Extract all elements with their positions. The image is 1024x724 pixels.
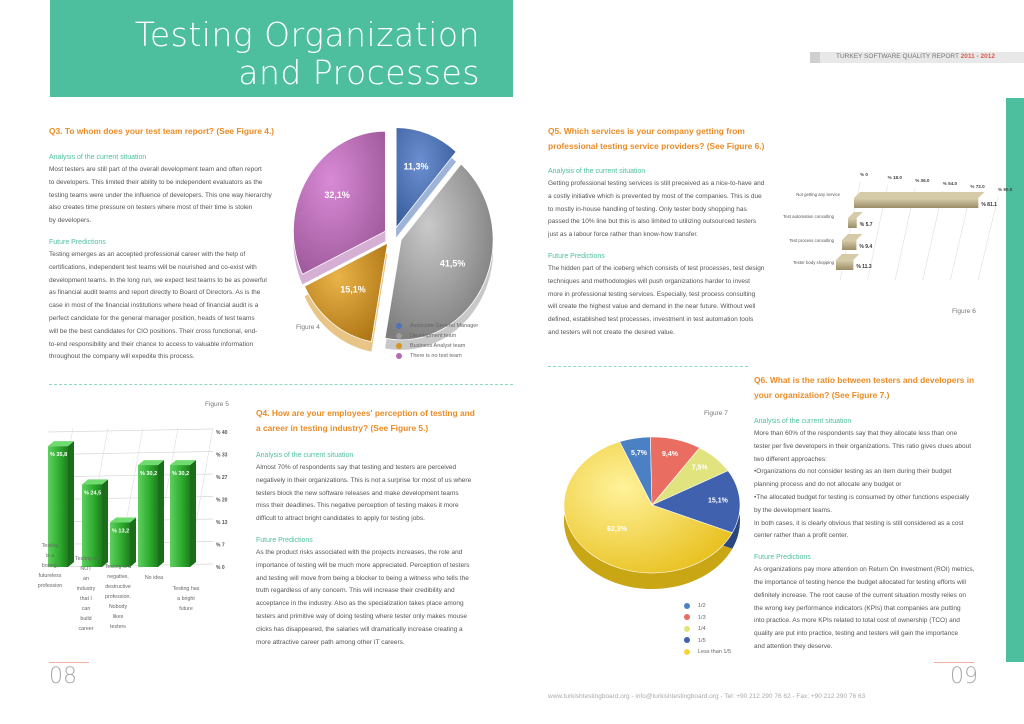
q3-question: Q3. To whom does your test team report? (See Figure 4.)	[49, 126, 275, 136]
figure-5-ytick: % 27	[216, 475, 228, 481]
q6-analysis-line: planning process and do not allocate any budget or	[754, 481, 902, 489]
figure-7-legend-item	[684, 647, 731, 659]
figure-7-legend-item	[684, 613, 731, 625]
figure-5-bar-side	[102, 479, 108, 567]
figure-5-ytick: % 0	[216, 565, 225, 571]
report-label: TURKEY SOFTWARE QUALITY REPORT 2011 - 2012	[836, 53, 995, 60]
figure-5-category-label: an	[83, 576, 89, 582]
figure-6-bar	[836, 260, 853, 270]
q6-analysis-line: by the development teams.	[754, 506, 833, 514]
figure-5-category-label: industry	[76, 586, 96, 592]
figure-5-category-label: profession.	[105, 594, 131, 600]
q6-future-line: and attention they deserve.	[754, 642, 833, 650]
divider-right	[548, 366, 748, 367]
legend-label: Less than 1/5	[698, 649, 732, 655]
figure-5-ytick: % 33	[216, 452, 228, 459]
legend-swatch	[684, 649, 690, 655]
q4-analysis-body	[256, 462, 478, 526]
figure-7-legend-item	[684, 624, 731, 636]
figure-4-legend-item	[396, 321, 478, 331]
q5-question: Q5. Which services is your company getting from professional testing service providers? (See Figure 6.)	[548, 126, 765, 151]
figure-5-ytick: % 7	[216, 542, 225, 549]
q3-future-line: development teams. In the long run, we expect test teams to be as powerful	[49, 276, 267, 284]
q6-text-block	[754, 416, 979, 654]
figure-5-ytick: % 13	[216, 520, 228, 526]
q4-question: Q4. How are your employees' perception of testing and a career in testing industry? (See Figure 5.)	[256, 408, 475, 433]
figure-5-category-label: likes	[112, 614, 124, 620]
q6-future-line: definitely increase. The root cause of the current situation mostly relies on	[754, 591, 966, 599]
figure-5-bar	[138, 465, 158, 567]
footer-contact: www.turkishtestingboard.org - info@turkishtestingboard.org - Tel: +90 212 290 76 62 - Fax: +90 212 290 76 63	[548, 693, 866, 700]
figure-5-value-label: % 35,8	[50, 452, 68, 459]
figure-7-legend	[684, 601, 731, 659]
q6-analysis-body	[754, 428, 979, 543]
q3-analysis-line: Most testers are still part of the overall development team and often report	[49, 166, 262, 173]
report-years: 2011 - 2012	[960, 53, 995, 60]
q4-analysis-line: Almost 70% of respondents say that testing and testers are perceived	[256, 464, 457, 471]
legend-swatch	[396, 333, 402, 339]
legend-swatch	[684, 614, 690, 620]
figure-4-value-label: 41,5%	[439, 258, 466, 269]
legend-label: 1/3	[698, 614, 706, 621]
figure-6-value-label: % 5.7	[859, 222, 873, 228]
figure-5-bar-side	[158, 460, 164, 567]
q6-future-line: quality are put into practice, testing and testers will gain the importance	[754, 630, 959, 638]
page-number-right: 09	[950, 664, 978, 689]
figure-7-chart	[552, 425, 747, 600]
q6-future-line: As organizations pay more attention on Return On Investment (ROI) metrics,	[754, 566, 975, 574]
q5-future-line: more in professional testing services. Especially, test process consulting	[548, 290, 756, 298]
legend-swatch	[396, 323, 402, 329]
q6-question: Q6. What is the ratio between testers and developers in your organization? (See Figure 7.)	[754, 375, 975, 400]
legend-swatch	[396, 343, 402, 349]
q3-analysis-title: Analysis of the current situation	[49, 154, 147, 161]
q3-future-line: as financial audit teams and report directly to Board of Directors. As is the	[49, 289, 261, 297]
q6-analysis-line: center rather than a profit center.	[754, 532, 849, 540]
figure-6-bar	[854, 198, 978, 208]
figure-4-legend-item	[396, 351, 478, 361]
figure-5-bar	[82, 484, 102, 567]
legend-label: 1/5	[698, 637, 706, 644]
figure-6-bar-top	[836, 254, 859, 260]
legend-swatch	[684, 637, 690, 643]
figure-6-xtick: % 0	[860, 172, 868, 177]
figure-5-category-label: Testing is	[74, 556, 98, 562]
q5-analysis-line: a costly initiative which is prevented by most of the companies. This is due	[548, 192, 762, 200]
q3-analysis-line: also creates time pressure on testers where most of their time is stolen	[49, 204, 253, 212]
figure-5-category-label: Testing	[41, 543, 59, 549]
q4-future-line: As the product risks associated with the projects increases, the role and	[256, 548, 463, 556]
figure-5-category-label: Nobody	[108, 604, 128, 610]
q6-analysis-line: •The allocated budget for testing is consumed by other functions especially	[754, 493, 970, 501]
q6-analysis-title: Analysis of the current situation	[754, 418, 852, 425]
figure-5-category-label: profession	[37, 583, 63, 589]
figure-6-bar-top	[848, 212, 863, 218]
figure-6-category-label: Test automation consulting	[783, 214, 834, 219]
q3-future-title: Future Predictions	[49, 238, 106, 246]
figure-6-bar-top	[854, 192, 984, 198]
figure-6-value-label: % 81.1	[981, 202, 997, 208]
q3-future-line: will be the best candidates for CIO positions. Their cross functional, end-	[49, 327, 258, 335]
legend-label: Development team	[410, 333, 457, 339]
q5-analysis-body	[548, 178, 773, 242]
figure-6-xtick: % 54.0	[942, 181, 958, 186]
q4-future-line: and testing will move from being a blocker to being a witness who tells the	[256, 574, 469, 582]
figure-5-category-label: futureless	[38, 573, 62, 579]
q3-future-line: case in most of the financial institutions where head of financial audit is a	[49, 302, 259, 310]
q5-future-line: The hidden part of the iceberg which consists of test processes, test design	[548, 264, 765, 272]
side-accent-bar	[1006, 98, 1024, 662]
figure-5-value-label: % 24,5	[84, 490, 102, 497]
legend-label: There is no test team	[410, 353, 462, 359]
figure-5-value-label: % 30,2	[140, 471, 158, 478]
q4-future-line: more attractive career path among other IT careers.	[256, 638, 405, 646]
figure-5-bar-side	[190, 460, 196, 567]
figure-6-xtick: % 36.0	[915, 178, 930, 183]
figure-5-bar	[170, 465, 190, 567]
q4-analysis-title: Analysis of the current situation	[256, 452, 354, 459]
q6-analysis-line: tester per five developers in their organizations. This ratio gives clues about	[754, 442, 972, 450]
page-number-left: 08	[49, 664, 77, 689]
figure-5-category-label: No idea	[144, 575, 164, 581]
q4-future-title: Future Predictions	[256, 536, 313, 544]
legend-label: 1/4	[698, 626, 706, 632]
q3-future-line: Testing emerges as an accepted professional career with the help of	[49, 250, 246, 258]
figure-5-bar-side	[68, 441, 74, 567]
q4-future-body	[256, 547, 478, 649]
figure-5-chart	[38, 412, 253, 637]
divider-left	[49, 384, 513, 385]
figure-5-value-label: % 13,2	[112, 528, 130, 535]
legend-label: 1/2	[698, 603, 706, 609]
q4-analysis-line: difficult to attract bright candidates to apply for testing jobs.	[256, 515, 425, 523]
figure-5-category-label: NOT	[80, 566, 92, 572]
figure-6-value-label: % 9.4	[859, 244, 873, 250]
figure-4-legend-item	[396, 341, 478, 351]
figure-5-bar-side	[130, 517, 136, 567]
figure-6-bar	[842, 240, 856, 250]
q5-analysis-line: Getting professional testing services is still preceived as a nice-to-have and	[548, 180, 765, 187]
q5-future-body	[548, 263, 773, 340]
q4-future-line: acceptance in the industry. Also as the specialization takes place among	[256, 600, 464, 608]
q4-future-line: clicks has disappeared, the salaries will dramatically increase creating a	[256, 625, 463, 633]
figure-5-category-label: negative,	[107, 574, 129, 580]
figure-5-ytick: % 40	[216, 430, 228, 436]
figure-4-value-label: 15,1%	[340, 284, 366, 295]
figure-7-label: Figure 7	[704, 410, 728, 417]
figure-6-chart	[770, 168, 1013, 293]
figure-4-value-label: 32,1%	[324, 190, 350, 201]
q6-future-line: into practice. As more KPIs related to total cost of ownership (TCO) and	[754, 617, 960, 625]
figure-5-value-label: % 30,2	[172, 471, 190, 478]
figure-5-category-label: destructive	[105, 584, 131, 590]
q6-analysis-line: two different approaches:	[754, 455, 827, 463]
figure-5-category-label: can	[81, 606, 91, 612]
q4-analysis-line: miss their deadlines. This negative perception of testing makes it more	[256, 502, 459, 510]
figure-6-category-label: Not getting any service	[796, 192, 840, 197]
q6-analysis-line: In both cases, it is clearly obvious that testing is still considered as a cost	[754, 519, 964, 527]
title-line-2: and Processes	[238, 53, 480, 92]
q5-text-block	[548, 166, 773, 340]
figure-5-category-label: Testing has	[172, 586, 200, 592]
q3-analysis-line: to developers. This limited their ability to be independent evaluators as the	[49, 178, 263, 186]
figure-6-bar-top	[842, 234, 862, 240]
q4-future-line: truth regardless of any concern. This will increase their credibility and	[256, 587, 455, 595]
figure-7-value-label: 5,7%	[631, 449, 648, 457]
q3-future-line: to-end responsibility and their chance to access to valuable information	[49, 340, 254, 348]
figure-5-category-label: Testing is a	[104, 564, 132, 570]
q4-future-line: testers and primitive way of doing testing where tester only makes mouse	[256, 612, 467, 620]
figure-7-legend-item	[684, 636, 731, 648]
q3-future-line: perfect candidate for the general manager position, heads of test teams	[49, 314, 255, 322]
q5-future-title: Future Predictions	[548, 252, 605, 260]
q5-future-line: will create the highest value and demand in the near future. Without well	[548, 303, 756, 311]
figure-6-xtick: % 72.0	[970, 184, 985, 189]
q4-future-line: importance of testing will be much more appreciated. Perception of testers	[256, 561, 470, 569]
q5-future-line: defined, established test processes, investment in test automation tools	[548, 316, 754, 324]
page-number-rule-left	[49, 662, 89, 663]
q3-analysis-line: testing teams were under the influence of developers. This one way hierarchy	[49, 191, 272, 199]
q3-future-line: throughout the company will expedite this process.	[49, 353, 195, 361]
legend-swatch	[684, 603, 690, 609]
figure-5-label: Figure 5	[205, 401, 229, 408]
q6-future-title: Future Predictions	[754, 554, 811, 562]
figure-6-xtick: % 18.0	[887, 175, 902, 180]
figure-5-category-label: testers	[110, 624, 126, 630]
q3-future-line: certifications, independent test teams will be nourished and co-exist with	[49, 263, 257, 271]
q3-future-body	[49, 249, 281, 364]
figure-6-xtick: % 90.0	[998, 187, 1013, 192]
q5-future-line: and testers will not create the desired value.	[548, 328, 675, 336]
legend-swatch	[396, 353, 402, 359]
figure-5-category-label: is a	[45, 553, 55, 559]
figure-6-category-label: Test process consulting	[789, 238, 834, 243]
title-line-1: Testing Organization	[134, 15, 480, 54]
figure-7-value-label: 15,1%	[707, 497, 728, 505]
q5-future-line: techniques and methodologies will push organizations harder to invest	[548, 277, 750, 285]
q6-future-body	[754, 564, 979, 654]
legend-label: Business Analyst team	[410, 343, 466, 349]
page-number-rule-right	[934, 662, 974, 663]
page-title	[50, 16, 480, 92]
q6-future-line: the importance of testing hence the budget allocated for testing efforts will	[754, 578, 966, 586]
figure-6-category-label: Tester body shopping	[793, 260, 834, 265]
figure-5-ytick: % 20	[216, 497, 228, 504]
figure-6-value-label: % 11.3	[856, 264, 872, 270]
q5-analysis-title: Analysis of the current situation	[548, 168, 646, 175]
q6-future-line: the wrong key performance indicators (KPIs) that companies are putting	[754, 604, 961, 612]
q6-analysis-line: •Organizations do not consider testing as an item during their budget	[754, 468, 952, 476]
figure-4-legend-item	[396, 331, 478, 341]
figure-6-label: Figure 6	[952, 308, 976, 315]
q5-analysis-line: to mostly in-house handling of testing. Only tester body shopping has	[548, 205, 747, 213]
q5-analysis-line: passed the 10% line but this is also limited to utilizing outsourced testers	[548, 218, 757, 226]
figure-5-category-label: career	[78, 626, 94, 632]
figure-5-category-label: boring,	[41, 563, 59, 569]
q4-analysis-line: negatively in their organizations. This is not a surprise for most of us where	[256, 476, 472, 484]
figure-7-value-label: 7,5%	[691, 464, 708, 472]
q3-analysis-body	[49, 164, 281, 228]
q4-text-block	[256, 450, 478, 649]
q5-analysis-line: just as a labour force rather than know-how transfer.	[548, 231, 698, 239]
figure-5-category-label: build	[80, 616, 92, 622]
legend-label: Associate General Manager	[410, 323, 479, 329]
figure-4-label: Figure 4	[296, 324, 320, 331]
figure-4-value-label: 11,3%	[403, 161, 429, 172]
figure-7-legend-item	[684, 601, 731, 613]
figure-7-value-label: 9,4%	[662, 450, 678, 458]
figure-6-bar	[848, 218, 857, 228]
q3-text-block	[49, 152, 281, 364]
figure-4-legend	[396, 321, 478, 361]
figure-6-gridline	[978, 197, 998, 280]
figure-7-value-label: 62,3%	[607, 525, 627, 533]
q6-analysis-line: More than 60% of the respondents say that they allocate less than one	[754, 430, 958, 437]
q3-analysis-line: by developers.	[49, 217, 92, 225]
q4-analysis-line: testers block the new software releases and make development teams	[256, 489, 459, 497]
figure-5-category-label: a bright	[177, 596, 195, 602]
legend-swatch	[684, 626, 690, 632]
figure-5-category-label: future	[179, 606, 193, 612]
figure-5-category-label: that I	[80, 596, 92, 602]
